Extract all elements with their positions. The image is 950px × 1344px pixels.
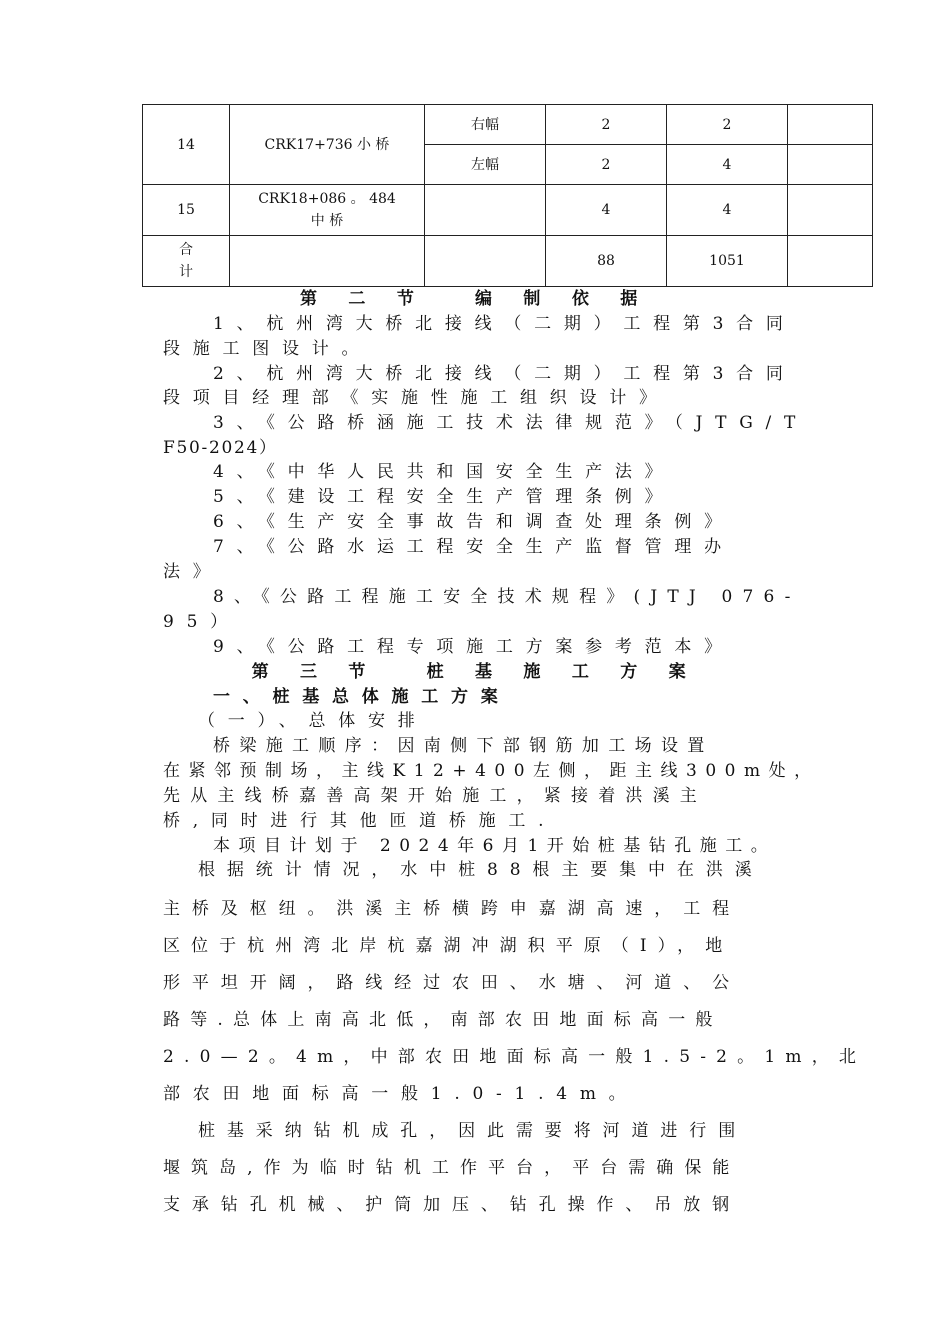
total-label (143, 236, 230, 287)
row-number: 15 (143, 185, 230, 236)
text-line: 9、《公路工程专项施工方案参考范本》 (213, 637, 734, 657)
text-line: 段施工图设计。 (163, 339, 372, 359)
empty-cell (230, 236, 425, 287)
value-cell: 4 (667, 185, 788, 236)
text-line: 4、《中华人民共和国安全生产法》 (213, 462, 675, 482)
text-line: 2.0—2。4m，中部农田地面标高一般1.5-2。1m，北 (163, 1047, 867, 1067)
sub-item: 左幅 (425, 145, 546, 185)
bridge-name-line: CRK18+086 。 484 (258, 191, 396, 207)
total-value: 1051 (667, 236, 788, 287)
text-line: 7、《公路水运工程安全生产监督管理办 (213, 537, 734, 557)
text-line: 部农田地面标高一般1.0-1.4m。 (163, 1084, 639, 1104)
text-line: 堰筑岛,作为临时钻机工作平台，平台需确保能 (163, 1158, 741, 1178)
empty-cell (788, 105, 873, 145)
table-row (143, 185, 873, 236)
text-line: 1、杭州湾大桥北接线（二期）工程第3合同 (213, 314, 796, 334)
text-line: 本项目计划于 2024年6月1开始桩基钻孔施工。 (213, 836, 777, 856)
empty-cell (425, 185, 546, 236)
text-line: 路等.总体上南高北低，南部农田地面标高一般 (163, 1010, 723, 1030)
bridge-name (230, 185, 425, 236)
value-cell: 2 (667, 105, 788, 145)
text-line: 法》 (163, 562, 223, 582)
table-row (143, 105, 873, 145)
total-label-line: 合 (179, 242, 193, 258)
text-line: 桥梁施工顺序：因南侧下部钢筋加工场设置 (213, 736, 714, 756)
bridge-name: CRK17+736 小 桥 (230, 105, 425, 185)
text-line: 95） (163, 612, 240, 632)
value-cell: 2 (546, 105, 667, 145)
section-3-title: 第 三 节 桩 基 施 工 方 案 (251, 662, 699, 682)
bridge-pile-table (142, 104, 873, 287)
text-line: 8、《公路工程施工安全技术规程》(JTJ 076- (213, 587, 801, 607)
bridge-name-line: 中 桥 (310, 213, 344, 229)
text-line: 6、《生产安全事故告和调查处理条例》 (213, 512, 734, 532)
text-line: 支承钻孔机械、护筒加压、钻孔操作、吊放钢 (163, 1195, 741, 1215)
value-cell: 4 (546, 185, 667, 236)
empty-cell (788, 236, 873, 287)
text-line: 根据统计情况，水中桩88根主要集中在洪溪 (198, 860, 764, 880)
text-line: 形平坦开阔，路线经过农田、水塘、河道、公 (163, 973, 741, 993)
text-line: 在紧邻预制场，主线K12+400左侧，距主线300m处， (163, 761, 820, 781)
text-line: 5、《建设工程安全生产管理条例》 (213, 487, 675, 507)
text-line: 2、杭州湾大桥北接线（二期）工程第3合同 (213, 364, 796, 384)
value-cell: 2 (546, 145, 667, 185)
empty-cell (788, 185, 873, 236)
total-label-line: 计 (179, 264, 193, 280)
empty-cell (425, 236, 546, 287)
text-line: 桩基采纳钻机成孔，因此需要将河道进行围 (198, 1121, 748, 1141)
text-line: 先从主线桥嘉善高架开始施工，紧接着洪溪主 (163, 786, 707, 806)
text-line: 区位于杭州湾北岸杭嘉湖冲湖积平原（Ⅰ），地 (163, 936, 734, 956)
value-cell: 4 (667, 145, 788, 185)
sub-item: 右幅 (425, 105, 546, 145)
text-line: F50-2024） (163, 438, 278, 458)
text-line: 桥,同时进行其他匝道桥施工. (163, 811, 557, 831)
subsection-subtitle: （一）、总体安排 (198, 711, 428, 731)
empty-cell (788, 145, 873, 185)
text-line: 3、《公路桥涵施工技术法律规范》（JTG/T (213, 413, 809, 433)
text-line: 主桥及枢纽。洪溪主桥横跨申嘉湖高速，工程 (163, 899, 741, 919)
text-line: 段项目经理部《实施性施工组织设计》 (163, 388, 669, 408)
total-value: 88 (546, 236, 667, 287)
row-number: 14 (143, 105, 230, 185)
table-row (143, 236, 873, 287)
subsection-title: 一、桩基总体施工方案 (213, 687, 511, 707)
section-2-title: 第 二 节 编 制 依 据 (299, 289, 650, 309)
